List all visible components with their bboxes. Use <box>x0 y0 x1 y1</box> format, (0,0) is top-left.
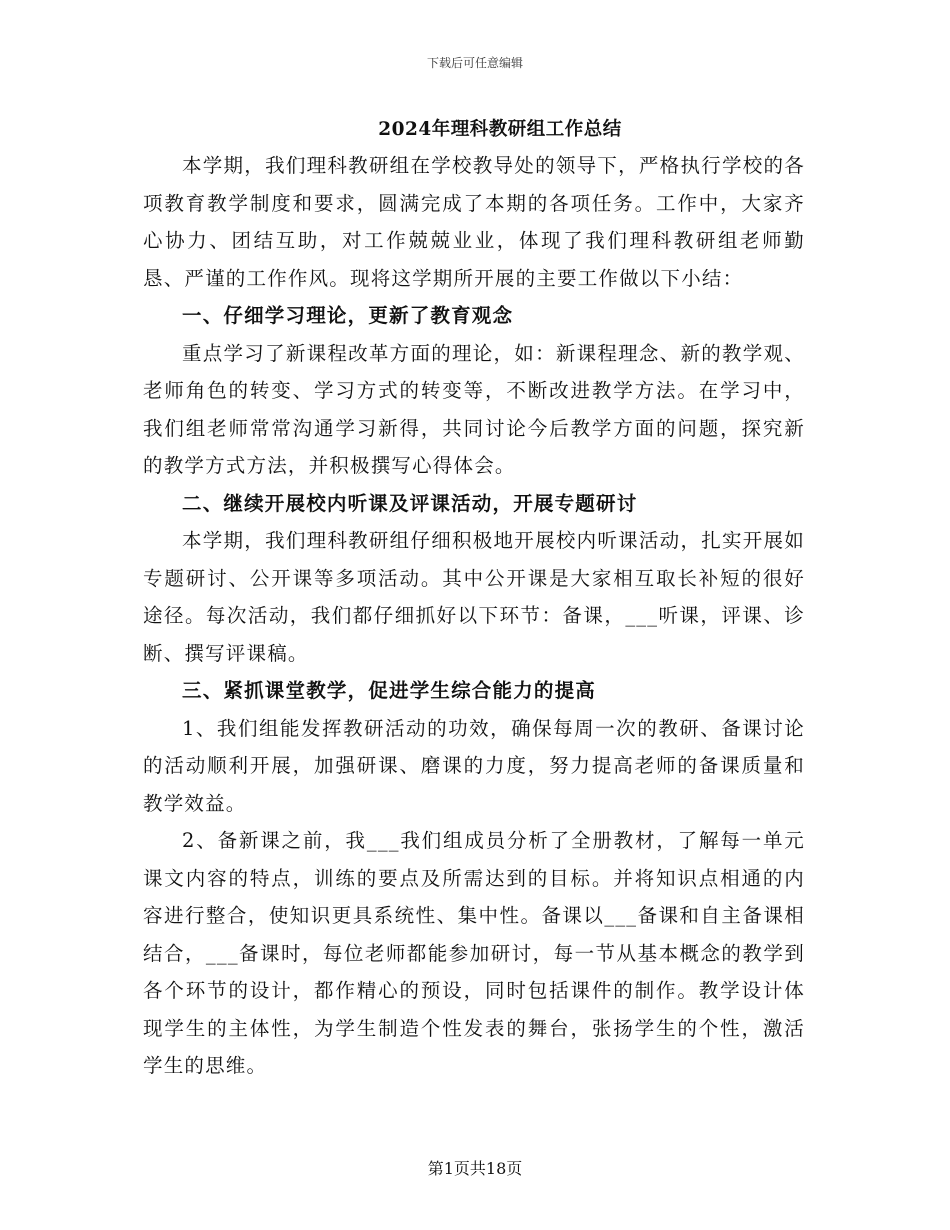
section-heading-3: 三、紧抓课堂教学，促进学生综合能力的提高 <box>182 679 597 702</box>
page-number: 第1页共18页 <box>427 1159 523 1178</box>
section-3-paragraph-2: 2、备新课之前，我___我们组成员分析了全册教材，了解每一单元课文内容的特点，训练的要点及所需达到的目标。并将知识点相通的内容进行整合，使知识更具系统性、集中性。备课以___备课和自主备课相结合，___备课时，每位老师都能参加研讨，每一节从基本概念的教学到各个环节的设计，都作精心的预设，同时包括课件的制作。教学设计体现学生的主体性，为学生制造个性发表的舞台，张扬学生的个性，激活学生的思维。 <box>143 829 805 1077</box>
section-2-paragraph-1: 本学期，我们理科教研组仔细积极地开展校内听课活动，扎实开展如专题研讨、公开课等多项活动。其中公开课是大家相互取长补短的很好途径。每次活动，我们都仔细抓好以下环节：备课，___听课，评课、诊断、撰写评课稿。 <box>143 529 805 665</box>
section-heading-1: 一、仔细学习理论，更新了教育观念 <box>182 304 514 327</box>
section-1-paragraph-1: 重点学习了新课程改革方面的理论，如：新课程理念、新的教学观、老师角色的转变、学习方式的转变等，不断改进教学方法。在学习中，我们组老师常常沟通学习新得，共同讨论今后教学方面的问题，探究新的教学方式方法，并积极撰写心得体会。 <box>143 341 805 477</box>
document-body <box>143 147 805 1085</box>
section-3-paragraph-1: 1、我们组能发挥教研活动的功效，确保每周一次的教研、备课讨论的活动顺利开展，加强研课、磨课的力度，努力提高老师的备课质量和教学效益。 <box>143 716 805 815</box>
intro-paragraph: 本学期，我们理科教研组在学校教导处的领导下，严格执行学校的各项教育教学制度和要求，圆满完成了本期的各项任务。工作中，大家齐心协力、团结互助，对工作兢兢业业，体现了我们理科教研组老师勤恳、严谨的工作作风。现将这学期所开展的主要工作做以下小结： <box>143 154 805 290</box>
header-note: 下载后可任意编辑 <box>426 56 523 70</box>
document-title: 2024年理科教研组工作总结 <box>378 119 622 140</box>
section-heading-2: 二、继续开展校内听课及评课活动，开展专题研讨 <box>182 491 638 515</box>
